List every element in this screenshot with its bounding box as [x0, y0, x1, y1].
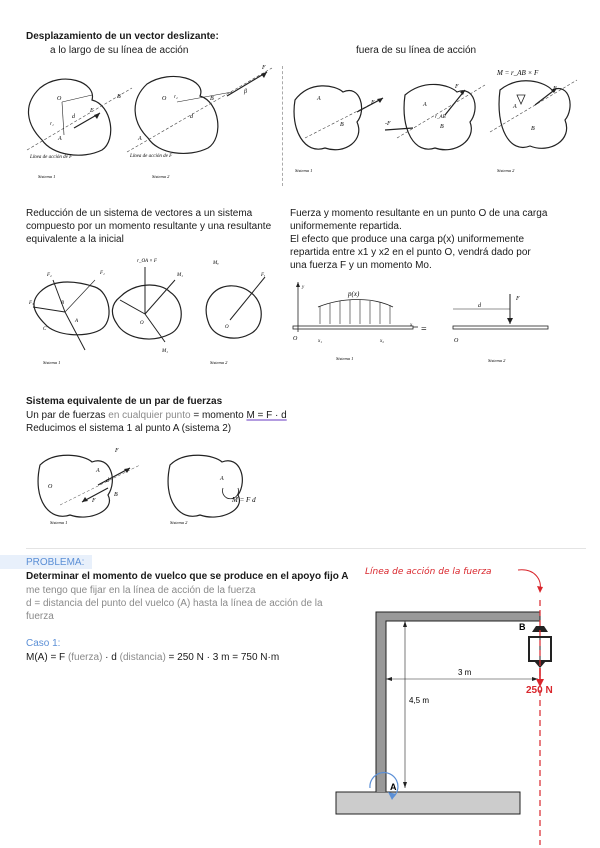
svg-text:d: d — [478, 303, 481, 309]
svg-text:Sistema 1: Sistema 1 — [336, 356, 354, 361]
svg-text:O: O — [293, 336, 298, 342]
caption-system2-a: Sistema 2 — [152, 174, 170, 179]
svg-text:x₁: x₁ — [318, 339, 322, 344]
section2-right-text: Fuerza y momento resultante en un punto O de una carga uniformemente repartida. El efecto que produce una carga p(x) uniformemente repartida entre x1 y x2 en el punto O, vendrá dado por una fuerza F y un momento Mo. — [290, 208, 548, 271]
svg-text:Sistema 1: Sistema 1 — [43, 360, 61, 365]
label-B-1: B — [117, 94, 121, 100]
svg-text:=: = — [421, 324, 427, 335]
force-arrow-2 — [227, 72, 267, 96]
section1-sub-right: fuera de su línea de acción — [356, 45, 477, 56]
svg-text:Sistema 2: Sistema 2 — [170, 520, 188, 525]
svg-text:Sistema 2: Sistema 2 — [210, 360, 228, 365]
svg-text:B: B — [61, 301, 65, 306]
label-F-2: F — [262, 65, 266, 71]
label-O-2: O — [162, 96, 167, 102]
section1-sub-left: a lo largo de su línea de acción — [50, 45, 189, 56]
label-r1: r₁ — [50, 122, 54, 127]
case-label: Caso 1: — [26, 638, 61, 649]
formula-M-rAB: M = r_AB × F — [497, 69, 539, 77]
label-F-1: F — [90, 108, 94, 114]
svg-text:Fᵣ: Fᵣ — [261, 273, 266, 278]
formula-M-Fd: M = F d — [232, 496, 256, 504]
body-shape-2 — [135, 76, 218, 153]
caption-system1-a: Sistema 1 — [38, 174, 56, 179]
svg-text:A: A — [75, 319, 79, 324]
svg-text:B: B — [340, 122, 344, 128]
figure-couple-of-forces — [30, 440, 280, 530]
svg-text:Mₒ: Mₒ — [213, 261, 219, 266]
svg-text:A: A — [390, 782, 397, 792]
svg-text:F₃: F₃ — [29, 301, 34, 306]
svg-text:Sistema 2: Sistema 2 — [488, 358, 506, 363]
svg-text:4,5 m: 4,5 m — [409, 696, 430, 705]
ground-base — [336, 792, 520, 814]
svg-text:M₁: M₁ — [177, 273, 183, 278]
svg-text:3 m: 3 m — [458, 668, 472, 677]
svg-text:Sistema 1: Sistema 1 — [295, 168, 313, 173]
r1-line-1 — [62, 95, 92, 102]
caption-line-action-1: Línea de acción de F — [30, 155, 73, 160]
svg-text:F: F — [371, 100, 375, 106]
svg-text:B: B — [114, 492, 118, 498]
svg-text:A: A — [513, 104, 517, 110]
section3-line1: Un par de fuerzas en cualquier punto = momento M = F · d — [26, 410, 287, 421]
svg-text:O: O — [48, 484, 53, 490]
svg-text:p(x): p(x) — [348, 290, 360, 298]
svg-text:d: d — [106, 478, 109, 484]
problem-title: Determinar el momento de vuelco que se produce en el apoyo fijo A — [26, 571, 349, 582]
label-beta: β — [244, 89, 247, 95]
svg-text:F₁: F₁ — [100, 271, 105, 276]
action-line-2 — [127, 68, 272, 152]
problem-label: PROBLEMA: — [26, 557, 85, 568]
figure-distributed-load — [288, 282, 548, 372]
label-A-2: A — [138, 136, 142, 142]
r2-line — [177, 92, 232, 102]
svg-text:F: F — [115, 448, 119, 454]
svg-text:F: F — [553, 86, 557, 92]
svg-text:A: A — [317, 96, 321, 102]
svg-text:r_AB: r_AB — [435, 115, 446, 120]
label-A-1: A — [58, 136, 62, 142]
svg-text:O: O — [140, 321, 144, 326]
svg-text:B: B — [519, 622, 526, 632]
svg-text:B: B — [531, 126, 535, 132]
moment-equation: M(A) = F (fuerza) · d (distancia) = 250 N · 3 m = 750 N·m — [26, 652, 280, 663]
svg-text:A: A — [423, 102, 427, 108]
svg-text:A: A — [220, 476, 224, 482]
svg-text:r_OA × F: r_OA × F — [137, 259, 157, 264]
svg-text:x: x — [410, 323, 413, 328]
section2-left-text: Reducción de un sistema de vectores a un sistema compuesto por un momento resultante y una resultante equivalente a la inicial — [26, 208, 272, 245]
svg-text:Sistema 2: Sistema 2 — [497, 168, 515, 173]
svg-text:F: F — [92, 498, 96, 504]
svg-text:C: C — [43, 327, 47, 332]
section-divider — [26, 548, 586, 549]
problem-diagram — [330, 560, 580, 845]
label-r2: r₂ — [174, 95, 178, 100]
label-O-1: O — [57, 96, 62, 102]
section3-title: Sistema equivalente de un par de fuerzas — [26, 396, 223, 407]
label-d-2: d — [190, 114, 193, 120]
svg-text:x₂: x₂ — [380, 339, 384, 344]
svg-text:Sistema 1: Sistema 1 — [50, 520, 68, 525]
svg-text:F: F — [516, 296, 520, 302]
label-d-1: d — [72, 114, 75, 120]
problem-notes: me tengo que fijar en la línea de acción de la fuerza d = distancia del punto del vuelco (A) hasta la línea de acción de la fuerza — [26, 585, 323, 622]
svg-text:M₁: M₁ — [162, 349, 168, 354]
label-B-2: B — [210, 96, 214, 102]
svg-text:F₂: F₂ — [47, 273, 52, 278]
svg-text:F: F — [455, 84, 459, 90]
annotation-line-of-action: Línea de acción de la fuerza — [365, 567, 492, 577]
figure-sliding-vector-along — [22, 60, 282, 185]
section1-divider — [282, 66, 283, 186]
force-value: 250 N — [526, 685, 553, 696]
svg-text:-F: -F — [385, 121, 391, 127]
body-shape-1 — [28, 79, 110, 155]
section3-line2: Reducimos el sistema 1 al punto A (sistema 2) — [26, 423, 232, 434]
figure-sliding-vector-outside — [285, 60, 585, 185]
svg-text:O: O — [454, 338, 459, 344]
figure-vector-system-reduction — [25, 252, 280, 370]
caption-line-action-2: Línea de acción de F — [130, 154, 173, 159]
lamp-post — [376, 612, 540, 792]
svg-text:B: B — [440, 124, 444, 130]
svg-text:O: O — [225, 325, 229, 330]
svg-text:y: y — [302, 285, 305, 290]
section1-title: Desplazamiento de un vector deslizante: — [26, 31, 219, 42]
svg-text:A: A — [96, 468, 100, 474]
